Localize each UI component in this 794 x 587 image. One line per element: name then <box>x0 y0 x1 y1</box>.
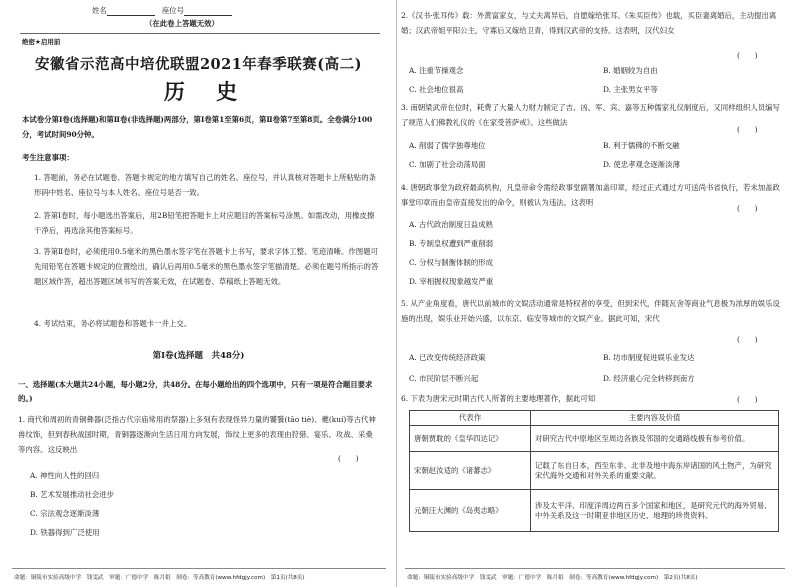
question-2-option-d[interactable]: D. 主张男女平等 <box>603 85 658 94</box>
subject-title: 历 史 <box>163 79 250 104</box>
page-footer-left: 命题：铜陵市实验高级中学 钱雯武 审题：广德中学 陈月娟 制卷：等高教育(www.hfdgjy.com) 第1页(共8页) <box>14 575 305 581</box>
question-4-option-c[interactable]: C. 分权与制衡体制的形成 <box>409 258 493 267</box>
header-divider <box>20 33 380 34</box>
exam-page-right <box>397 0 794 587</box>
question-1-option-c[interactable]: C. 宗法观念逐渐淡薄 <box>30 509 100 518</box>
exam-intro: 本试卷分第Ⅰ卷(选择题)和第Ⅱ卷(非选择题)两部分，第Ⅰ卷第1至第6页，第Ⅱ卷第7至第8页。全卷满分100分，考试时间90分钟。 <box>22 115 373 139</box>
question-2-option-c[interactable]: C. 社会地位很高 <box>409 85 464 94</box>
mc-instruction: 一、选择题(本大题共24小题，每小题2分，共48分。在每小题给出的四个选项中，只有一项是符合题目要求的。) <box>18 380 373 403</box>
question-4-answer-paren: ( ) <box>737 204 758 213</box>
page-footer-right: 命题：铜陵市实验高级中学 钱雯武 审题：广德中学 陈月娟 制卷：等高教育(www.hfdgjy.com) 第2页(共8页) <box>407 575 698 581</box>
question-2-answer-paren: ( ) <box>737 51 758 60</box>
question-1-option-d[interactable]: D. 铁器得到广泛使用 <box>30 528 100 537</box>
table-row <box>410 490 779 532</box>
table-cell-work: 唐朝贾耽的《皇华四达记》 <box>410 426 531 452</box>
table-row <box>410 452 779 490</box>
geography-works-table <box>409 410 779 532</box>
question-5-answer-paren: ( ) <box>737 335 758 344</box>
table-header-content: 主要内容及价值 <box>531 411 779 426</box>
question-4-option-d[interactable]: D. 宰相握权现象越发严重 <box>409 277 494 286</box>
exam-title: 安徽省示范高中培优联盟2021年春季联赛(高二) <box>34 56 363 73</box>
question-2-option-b[interactable]: B. 婚姻较为自由 <box>603 66 658 75</box>
question-5-option-d[interactable]: D. 经济重心完全转移到南方 <box>603 374 695 383</box>
question-1-option-b[interactable]: B. 艺术发展推动社会进步 <box>30 490 115 499</box>
question-3-option-d[interactable]: D. 使忠孝观念逐渐淡薄 <box>603 160 680 169</box>
section-title: 第Ⅰ卷(选择题 共48分) <box>152 351 245 361</box>
footer-divider-left <box>12 568 386 569</box>
question-2: 2.《汉书·张耳传》载：外黄富家女，与丈夫离异后，自愿嫁给张耳。《朱买臣传》也载，买臣妻离婚后，主动提出离婚；汉武帝姐平阳公主，守寡后又嫁给卫青，得到汉武帝的支持。这表明，汉代妇女 <box>401 11 777 35</box>
question-4-option-b[interactable]: B. 专制皇权遭到严重削弱 <box>409 239 494 248</box>
table-cell-content: 记载了东自日本，西至东非、北非及地中海东岸诸国的风土物产，为研究宋代海外交通和对外关系的重要文献。 <box>531 452 779 490</box>
name-label: 姓名 <box>92 6 107 15</box>
secret-mark: 绝密★启用前 <box>22 38 61 46</box>
question-5-option-c[interactable]: C. 市民阶层不断兴起 <box>409 374 479 383</box>
notice-item-4: 4. 考试结束，务必将试题卷和答题卡一并上交。 <box>34 319 192 328</box>
footer-divider-right <box>405 568 785 569</box>
question-1-option-a[interactable]: A. 神性向人性的回归 <box>30 471 100 480</box>
name-seat-line <box>92 6 232 16</box>
question-5-option-b[interactable]: B. 坊市制度促进娱乐业发达 <box>603 353 695 362</box>
notice-item-3: 3. 答第Ⅱ卷时，必须使用0.5毫米的黑色墨水签字笔在答题卡上书写，要求字体工整、笔迹清晰。作图题可先用铅笔在答题卡规定的位置绘出，确认后再用0.5毫米的黑色墨水签字笔描清楚。必须在题号所指示的答题区域作答，超出答题区域书写的答案无效，在试题卷、草稿纸上答题无效。 <box>34 247 379 286</box>
question-4-option-a[interactable]: A. 古代政治制度日益成熟 <box>409 220 493 229</box>
question-1-answer-paren: ( ) <box>338 454 359 463</box>
question-4: 4. 唐朝政事堂为政府最高机构，凡皇帝命令需经政事堂副署加盖印章，经过正式通过方可送尚书省执行，若未加盖政事堂印章而由皇帝直接发出的命令，则被认为违法。这表明 <box>401 183 780 207</box>
question-3-option-c[interactable]: C. 加剧了社会动荡局面 <box>409 160 486 169</box>
table-header-work: 代表作 <box>410 411 531 426</box>
table-cell-content: 对研究古代中原地区至周边各族及邻国的交通路线极有参考价值。 <box>531 426 779 452</box>
question-5: 5. 从产业角度看，唐代以前城市的文娱活动通常是特权者的享受，但到宋代，伴随瓦舍等商业气息极为浓厚的娱乐设施的出现，娱乐业开始兴盛，以东京、临安等城市的文娱产业。据此可知，宋代 <box>401 299 780 323</box>
question-3: 3. 南朝梁武帝在位时，耗费了大量人力财力制定了吉、凶、军、宾、嘉等五种儒家礼仪制度后，又同样组织人员编写了规范人们佛教礼仪的《在家受菩萨戒》。这些做法 <box>401 103 780 127</box>
table-cell-work: 宋朝赵汝适的《诸蕃志》 <box>410 452 531 490</box>
seat-label: 座位号 <box>161 6 185 15</box>
notice-title: 考生注意事项： <box>22 153 74 162</box>
notice-item-1: 1. 答题前，务必在试题卷、答题卡规定的地方填写自己的姓名、座位号，并认真核对答题卡上所粘贴的条形码中姓名、座位号与本人姓名、座位号是否一致。 <box>34 173 376 197</box>
question-3-option-b[interactable]: B. 利于儒佛的不断交融 <box>603 141 680 150</box>
seat-blank[interactable] <box>184 7 232 16</box>
no-answer-note: （在此卷上答题无效） <box>145 19 219 28</box>
table-header-row <box>410 411 779 426</box>
name-blank[interactable] <box>107 7 155 16</box>
notice-item-2: 2. 答第Ⅰ卷时，每小题选出答案后，用2B铅笔把答题卡上对应题目的答案标号涂黑。如需改动，用橡皮擦干净后，再选涂其他答案标号。 <box>34 211 375 235</box>
question-5-option-a[interactable]: A. 已改变传统经济政策 <box>409 353 486 362</box>
question-2-option-a[interactable]: A. 注重节操观念 <box>409 66 464 75</box>
question-6: 6. 下表为唐宋元时期古代人所著的主要地理著作，据此可知 <box>401 394 596 403</box>
question-1: 1. 商代和周初的青铜彝器(泛指古代宗庙常用的祭器)上多刻有表现怪异力量的饕餮(tāo tiè)、夔(kuí)等古代神兽纹饰，但到春秋战国时期，青铜器逐渐向生活日用方向发展，饰纹上更多的表现由狩猎、宴乐、攻战、采桑等内容。这反映出 <box>18 415 376 454</box>
question-3-answer-paren: ( ) <box>737 125 758 134</box>
table-cell-content: 涉及太平洋、印度洋周边两百多个国家和地区，是研究元代的海外贸易、中外关系及这一时期亚非地区历史、地理的珍贵资料。 <box>531 490 779 532</box>
table-row <box>410 426 779 452</box>
table-cell-work: 元朝汪大渊的《岛夷志略》 <box>410 490 531 532</box>
question-3-option-a[interactable]: A. 削弱了儒学独尊地位 <box>409 141 486 150</box>
question-6-answer-paren: ( ) <box>737 395 758 404</box>
